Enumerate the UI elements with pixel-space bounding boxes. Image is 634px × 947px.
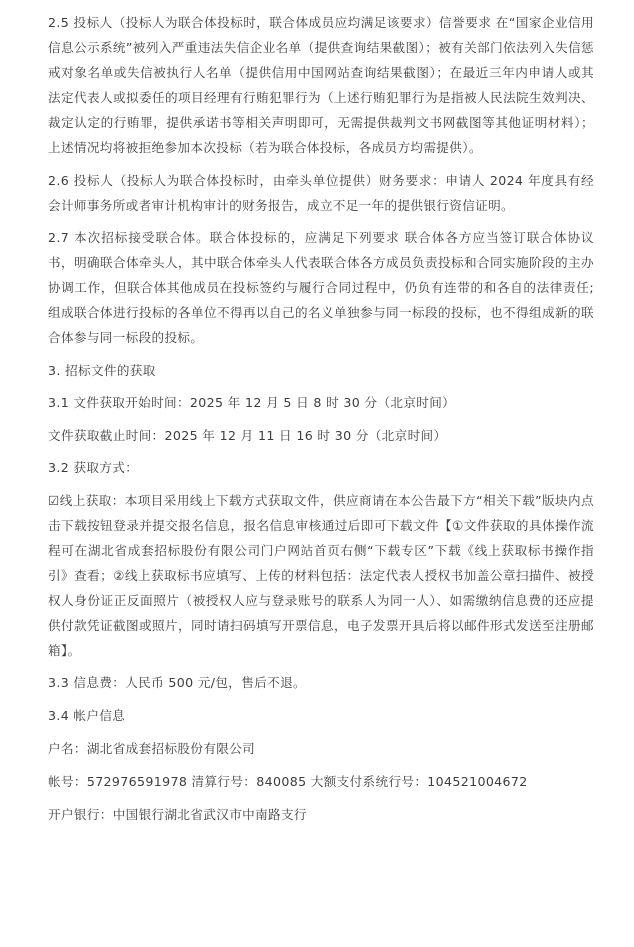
section-3-1-end-time: 文件获取截止时间：2025 年 12 月 11 日 16 时 30 分（北京时间）: [48, 427, 447, 443]
section-3-2-heading: 3.2 获取方式：: [48, 460, 139, 475]
section-3-heading: 3. 招标文件的获取: [48, 362, 156, 378]
section-3-1-start-time: 3.1 文件获取开始时间：2025 年 12 月 5 日 8 时 30 分（北京时间）: [48, 395, 456, 410]
account-number: 帐号：572976591978 清算行号：840085 大额支付系统行号：104521004672: [48, 773, 528, 789]
section-2-6-financial-requirement: 2.6 投标人（投标人为联合体投标时，由牵头单位提供）财务要求：申请人 2024 年度具有经会计师事务所或者审计机构审计的财务报告，成立不足一年的提供银行资信证明。: [48, 172, 594, 213]
account-name: 户名：湖北省成套招标股份有限公司: [48, 740, 256, 756]
section-3-3-fee: 3.3 信息费：人民币 500 元/包，售后不退。: [48, 675, 306, 690]
section-3-4-heading: 3.4 帐户信息: [48, 707, 126, 723]
bank-name: 开户银行：中国银行湖北省武汉市中南路支行: [48, 806, 307, 822]
section-3-2-online-acquisition: ☑线上获取：本项目采用线上下载方式获取文件，供应商请在本公告最下方“相关下载”版块内点击下载按钮登录并提交报名信息，报名信息审核通过后即可下载文件【①文件获取的具体操作流程可在湖北省成套招标股份有限公司门户网站首页右侧“下载专区”下载《线上获取标书操作指引》查看；②线上获取标书应填写、上传的材料包括：法定代表人授权书加盖公章扫描件、被授权人身份证正反面照片（被授权人应与登录账号的联系人为同一人）、如需缴纳信息费的还应提供付款凭证截图或照片，同时请扫码填写开票信息，电子发票开具后将以邮件形式发送至注册邮箱】。: [48, 492, 594, 658]
section-2-5-credit-requirement: 2.5 投标人（投标人为联合体投标时，联合体成员应均满足该要求）信誉要求 在“国家企业信用信息公示系统”被列入严重违法失信企业名单（提供查询结果截图）；被有关部门依法列入失信惩戒对象名单或失信被执行人名单（提供信用中国网站查询结果截图）；在最近三年内申请人或其法定代表人或拟委任的项目经理有行贿犯罪行为（上述行贿犯罪行为是指被人民法院生效判决、裁定认定的行贿罪，提供承诺书等相关声明即可，无需提供裁判文书网截图等其他证明材料）；上述情况均将被拒绝参加本次投标（若为联合体投标，各成员方均需提供）。: [48, 15, 594, 155]
section-2-7-consortium: 2.7 本次招标接受联合体。联合体投标的，应满足下列要求 联合体各方应当签订联合体协议书，明确联合体牵头人，其中联合体牵头人代表联合体各方成员负责投标和合同实施阶段的主办协调工作，但联合体其他成员在投标签约与履行合同过程中，仍负有连带的和各自的法律责任; 组成联合体进行投标的各单位不得再以自己的名义单独参与同一标段的投标，也不得组成新的联合体参与同一标段的投标。: [48, 230, 594, 345]
